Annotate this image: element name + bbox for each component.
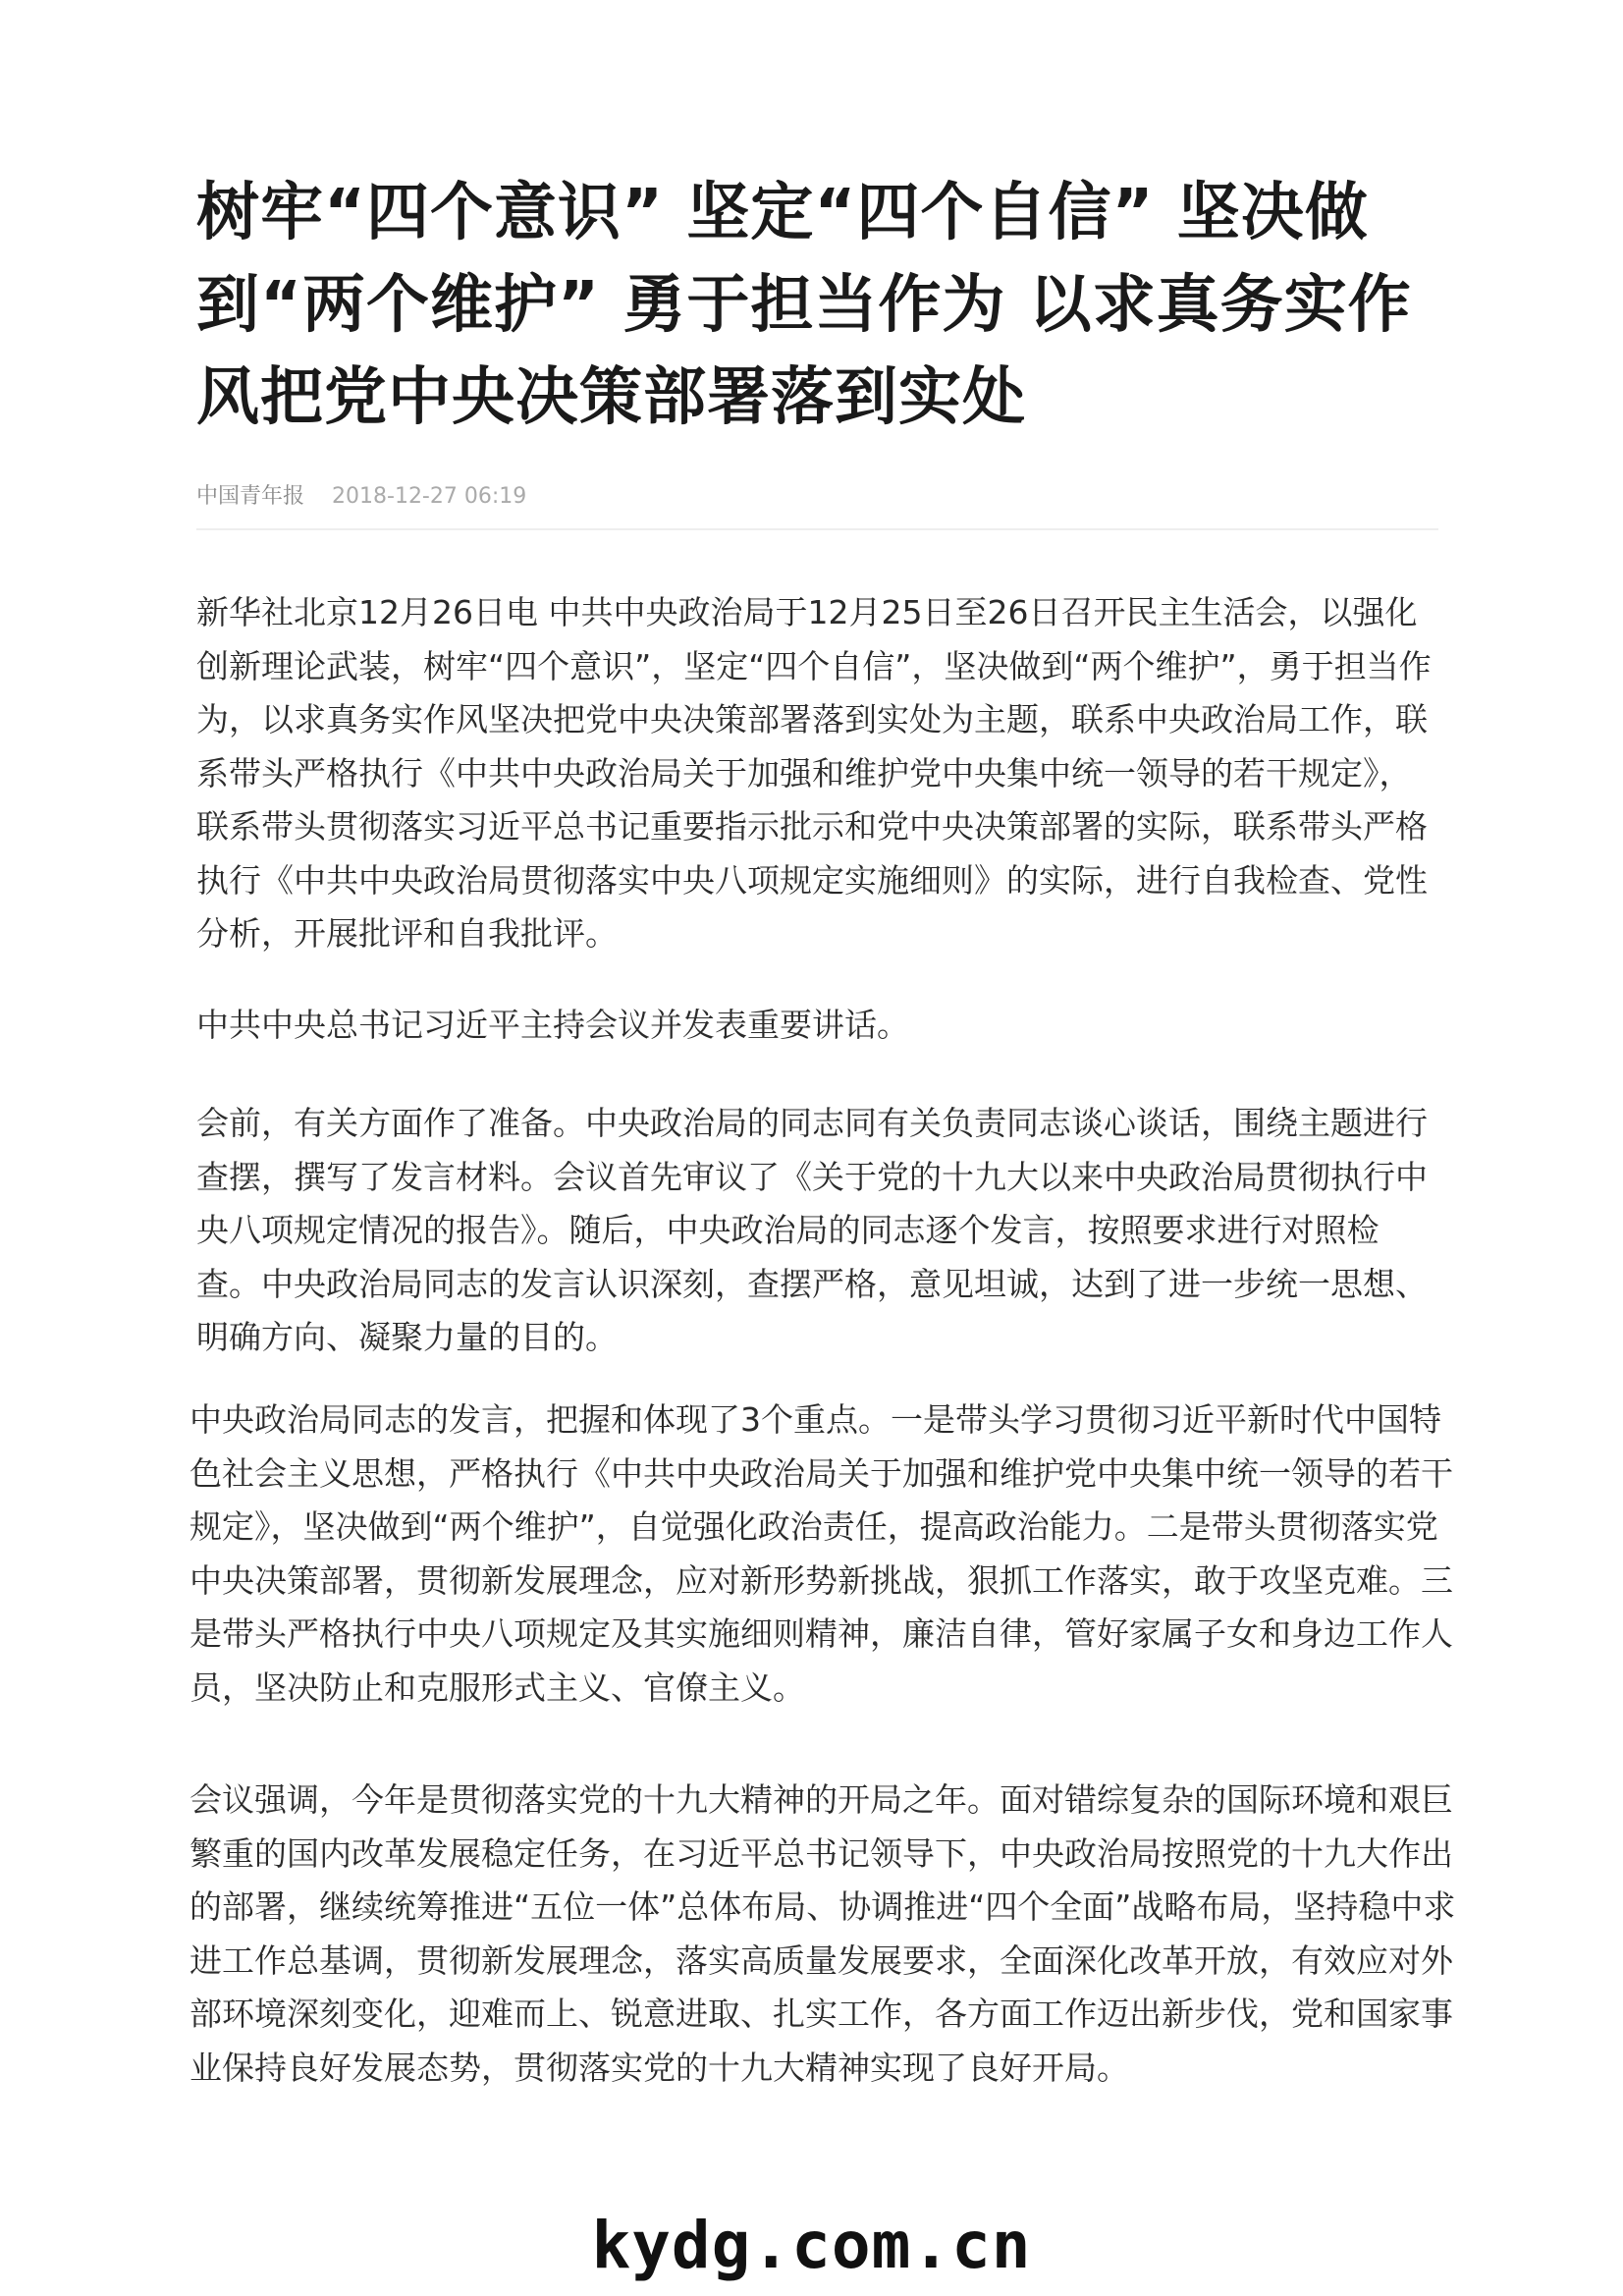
article-source: 中国青年报	[196, 484, 305, 509]
paragraph-2: 中共中央总书记习近平主持会议并发表重要讲话。	[196, 1006, 909, 1044]
paragraph-5: 会议强调，今年是贯彻落实党的十九大精神的开局之年。面对错综复杂的国际环境和艰巨繁重的国内改革发展稳定任务，在习近平总书记领导下，中央政治局按照党的十九大作出的部署，继续统筹推进“五位一体”总体布局、协调推进“四个全面”战略布局，坚持稳中求进工作总基调，贯彻新发展理念，落实高质量发展要求，全面深化改革开放，有效应对外部环境深刻变化，迎难而上、锐意进取、扎实工作，各方面工作迈出新步伐，党和国家事业保持良好发展态势，贯彻落实党的十九大精神实现了良好开局。	[189, 1780, 1456, 2087]
article-date: 2018-12-27 06:19	[332, 484, 527, 509]
paragraph-4: 中央政治局同志的发言，把握和体现了3个重点。一是带头学习贯彻习近平新时代中国特色社会主义思想，严格执行《中共中央政治局关于加强和维护党中央集中统一领导的若干规定》，坚决做到“两个维护”，自觉强化政治责任，提高政治能力。二是带头贯彻落实党中央决策部署，贯彻新发展理念，应对新形势新挑战，狠抓工作落实，敢于攻坚克难。三是带头严格执行中央八项规定及其实施细则精神，廉洁自律，管好家属子女和身边工作人员，坚决防止和克服形式主义、官僚主义。	[189, 1400, 1453, 1707]
paragraph-3: 会前，有关方面作了准备。中央政治局的同志同有关负责同志谈心谈话，围绕主题进行查摆，撰写了发言材料。会议首先审议了《关于党的十九大以来中央政治局贯彻执行中央八项规定情况的报告》。随后，中央政治局的同志逐个发言，按照要求进行对照检查。中央政治局同志的发言认识深刻，查摆严格，意见坦诚，达到了进一步统一思想、明确方向、凝聚力量的目的。	[196, 1104, 1428, 1356]
article-title: 树牢“四个意识” 坚定“四个自信” 坚决做到“两个维护” 勇于担当作为 以求真务实作风把党中央决策部署落到实处	[196, 177, 1412, 434]
header-divider	[196, 528, 1438, 530]
site-watermark: kydg.com.cn	[591, 2208, 1032, 2283]
article-meta	[196, 479, 526, 510]
paragraph-1: 新华社北京12月26日电 中共中央政治局于12月25日至26日召开民主生活会，以强化创新理论武装，树牢“四个意识”，坚定“四个自信”，坚决做到“两个维护”，勇于担当作为，以求真务实作风坚决把党中央决策部署落到实处为主题，联系中央政治局工作，联系带头严格执行《中共中央政治局关于加强和维护党中央集中统一领导的若干规定》，联系带头贯彻落实习近平总书记重要指示批示和党中央决策部署的实际，联系带头严格执行《中共中央政治局贯彻落实中央八项规定实施细则》的实际，进行自我检查、党性分析，开展批评和自我批评。	[196, 593, 1432, 953]
